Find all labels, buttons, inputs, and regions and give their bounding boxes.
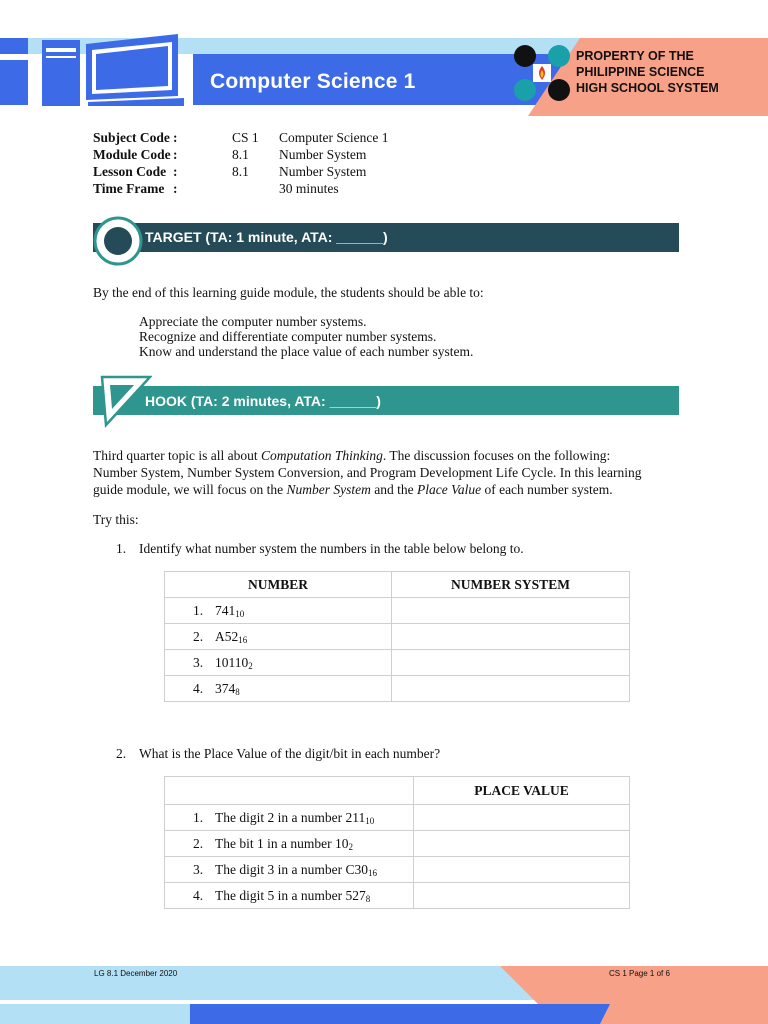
number-cell [165, 598, 392, 624]
question-cell [165, 857, 414, 883]
row-number: 1. [193, 602, 204, 618]
row-number: 4. [193, 887, 204, 903]
info-label: Lesson Code [93, 164, 167, 179]
base-subscript: 16 [367, 867, 377, 878]
info-code: 8.1 [232, 164, 249, 179]
answer-cell[interactable] [414, 831, 630, 857]
hook-line-2: Number System, Number System Conversion, and Program Development Life Cycle. In this learning [93, 465, 642, 480]
number-value: A52 [215, 628, 239, 644]
table-header-row [165, 777, 630, 805]
hook-paragraph [93, 447, 683, 498]
base-subscript: 10 [365, 815, 375, 826]
answer-cell[interactable] [392, 676, 630, 702]
property-line-1: PROPERTY OF THE [576, 49, 694, 63]
emphasis-text: Place Value [416, 482, 482, 497]
pshs-logo-icon [513, 44, 571, 102]
number-cell [165, 650, 392, 676]
target-heading: TARGET (TA: 1 minute, ATA: ______) [145, 229, 388, 245]
place-value-table [164, 776, 630, 909]
table-header-row [165, 572, 630, 598]
hook-line-1 [93, 447, 683, 464]
footer-bottom-light [0, 1004, 190, 1024]
row-number: 2. [193, 835, 204, 851]
target-objectives [139, 313, 473, 360]
question-2 [116, 745, 440, 762]
text-run: Third quarter topic is all about [93, 448, 261, 463]
question-cell [165, 831, 414, 857]
info-code: 8.1 [232, 147, 249, 162]
answer-cell[interactable] [392, 598, 630, 624]
number-value: 741 [215, 602, 236, 618]
objective-item: Know and understand the place value of each number system. [139, 344, 474, 359]
property-notice [576, 48, 719, 96]
question-value: The digit 5 in a number 527 [215, 887, 366, 903]
table-row [165, 624, 630, 650]
footer-left-text: LG 8.1 December 2020 [94, 969, 178, 978]
answer-cell[interactable] [414, 857, 630, 883]
text-run: and the [370, 482, 417, 497]
base-subscript: 16 [238, 634, 248, 645]
answer-cell[interactable] [414, 883, 630, 909]
table-row [165, 883, 630, 909]
row-number: 3. [193, 861, 204, 877]
info-name: Number System [279, 147, 367, 162]
table-row [165, 857, 630, 883]
question-value: The bit 1 in a number 10 [215, 835, 349, 851]
header-cell: NUMBER [165, 572, 392, 598]
row-number: 4. [193, 680, 204, 696]
base-subscript: 8 [235, 686, 240, 697]
hook-line-3 [93, 481, 683, 498]
info-label: Time Frame [93, 181, 165, 196]
info-name: Number System [279, 164, 367, 179]
header-cell: PLACE VALUE [414, 777, 630, 805]
number-system-table [164, 571, 630, 702]
table-row [165, 650, 630, 676]
question-cell [165, 805, 414, 831]
table-row [165, 598, 630, 624]
number-cell [165, 676, 392, 702]
info-sep: : [173, 130, 178, 145]
info-label: Module Code [93, 147, 171, 162]
number-value: 10110 [215, 654, 249, 670]
question-number: 2. [116, 746, 127, 761]
info-name: Computer Science 1 [279, 130, 389, 145]
objective-item: Recognize and differentiate computer number systems. [139, 329, 437, 344]
table-row [165, 831, 630, 857]
question-number: 1. [116, 541, 127, 556]
try-this: Try this: [93, 512, 139, 527]
info-sep: : [173, 181, 178, 196]
header-cell [165, 777, 414, 805]
text-run: of each number system. [481, 482, 613, 497]
row-number: 2. [193, 628, 204, 644]
table-row [165, 676, 630, 702]
question-1 [116, 540, 524, 557]
info-sep: : [173, 164, 178, 179]
row-number: 1. [193, 809, 204, 825]
base-subscript: 2 [248, 660, 253, 671]
info-code: CS 1 [232, 130, 259, 145]
question-text: Identify what number system the numbers in the table below belong to. [139, 541, 524, 556]
question-value: The digit 3 in a number C30 [215, 861, 368, 877]
property-line-2: PHILIPPINE SCIENCE [576, 65, 705, 79]
header-left-block [0, 60, 28, 105]
base-subscript: 2 [348, 841, 353, 852]
question-cell [165, 883, 414, 909]
info-sep: : [173, 147, 178, 162]
property-line-3: HIGH SCHOOL SYSTEM [576, 81, 719, 95]
number-cell [165, 624, 392, 650]
target-intro: By the end of this learning guide module, the students should be able to: [93, 285, 484, 300]
emphasis-text: Number System [286, 482, 371, 497]
base-subscript: 10 [235, 608, 245, 619]
footer-bottom-salmon [600, 1004, 768, 1024]
answer-cell[interactable] [392, 650, 630, 676]
info-name: 30 minutes [279, 181, 339, 196]
table-row [165, 805, 630, 831]
footer-page-number: CS 1 Page 1 of 6 [609, 969, 670, 978]
header-left-tab [0, 38, 28, 54]
answer-cell[interactable] [414, 805, 630, 831]
objective-item: Appreciate the computer number systems. [139, 314, 367, 329]
question-text: What is the Place Value of the digit/bit in each number? [139, 746, 441, 761]
page-title: Computer Science 1 [210, 70, 416, 93]
base-subscript: 8 [365, 893, 371, 904]
hook-heading: HOOK (TA: 2 minutes, ATA: ______) [145, 393, 381, 409]
text-run: . The discussion focuses on the following: [382, 448, 611, 463]
text-run: guide module, we will focus on the [93, 482, 287, 497]
info-label: Subject Code [93, 130, 170, 145]
question-value: The digit 2 in a number 211 [215, 809, 366, 825]
answer-cell[interactable] [392, 624, 630, 650]
emphasis-text: Computation Thinking [260, 448, 383, 463]
row-number: 3. [193, 654, 204, 670]
computer-icon [38, 32, 188, 108]
header-cell: NUMBER SYSTEM [392, 572, 630, 598]
number-value: 374 [215, 680, 236, 696]
target-icon [93, 216, 143, 266]
